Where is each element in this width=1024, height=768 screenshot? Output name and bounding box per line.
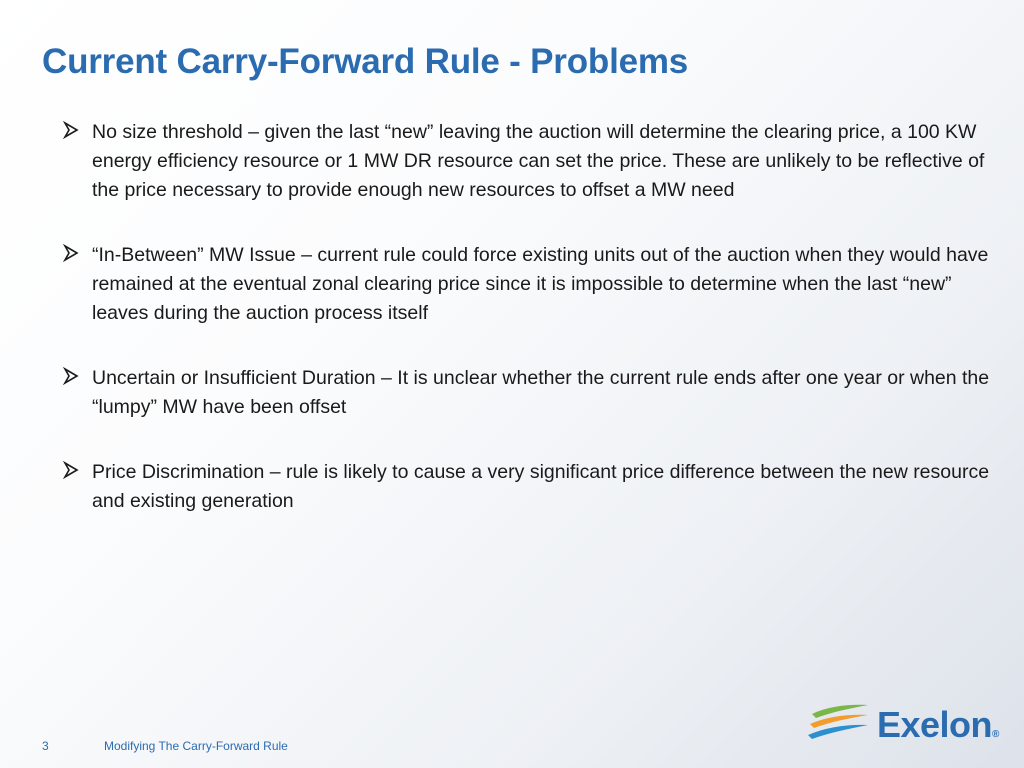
exelon-wordmark xyxy=(877,704,999,746)
bullet-item xyxy=(62,364,992,422)
bullet-text: Price Discrimination – rule is likely to cause a very significant price difference between the new resource and existing generation xyxy=(92,461,990,512)
bullet-item xyxy=(62,458,992,516)
arrowhead-bullet-icon xyxy=(62,367,80,385)
slide-title: Current Carry-Forward Rule - Problems xyxy=(42,42,689,81)
exelon-wordmark-text: Exelon xyxy=(877,704,993,745)
bullet-item xyxy=(62,118,992,205)
footer-presentation-title: Modifying The Carry-Forward Rule xyxy=(104,739,288,753)
registered-mark: ® xyxy=(992,729,999,740)
bullet-text: No size threshold – given the last “new” leaving the auction will determine the clearing price, a 100 KW energy efficiency resource or 1 MW DR resource can set the price. These are unlikely to be reflective of the price necessary to provide enough new resources to offset a MW need xyxy=(92,121,985,201)
exelon-logo xyxy=(806,700,1006,748)
arrowhead-bullet-icon xyxy=(62,461,80,479)
exelon-swoosh-logo-icon xyxy=(806,702,870,742)
bullet-text: Uncertain or Insufficient Duration – It is unclear whether the current rule ends after one year or when the “lumpy” MW have been offset xyxy=(92,367,990,418)
bullet-list xyxy=(62,118,992,552)
arrowhead-bullet-icon xyxy=(62,121,80,139)
bullet-item xyxy=(62,241,992,328)
arrowhead-bullet-icon xyxy=(62,244,80,262)
bullet-text: “In-Between” MW Issue – current rule could force existing units out of the auction when they would have remained at the eventual zonal clearing price since it is impossible to determine when the last “new” leaves during the auction process itself xyxy=(92,244,989,324)
page-number: 3 xyxy=(42,739,49,753)
